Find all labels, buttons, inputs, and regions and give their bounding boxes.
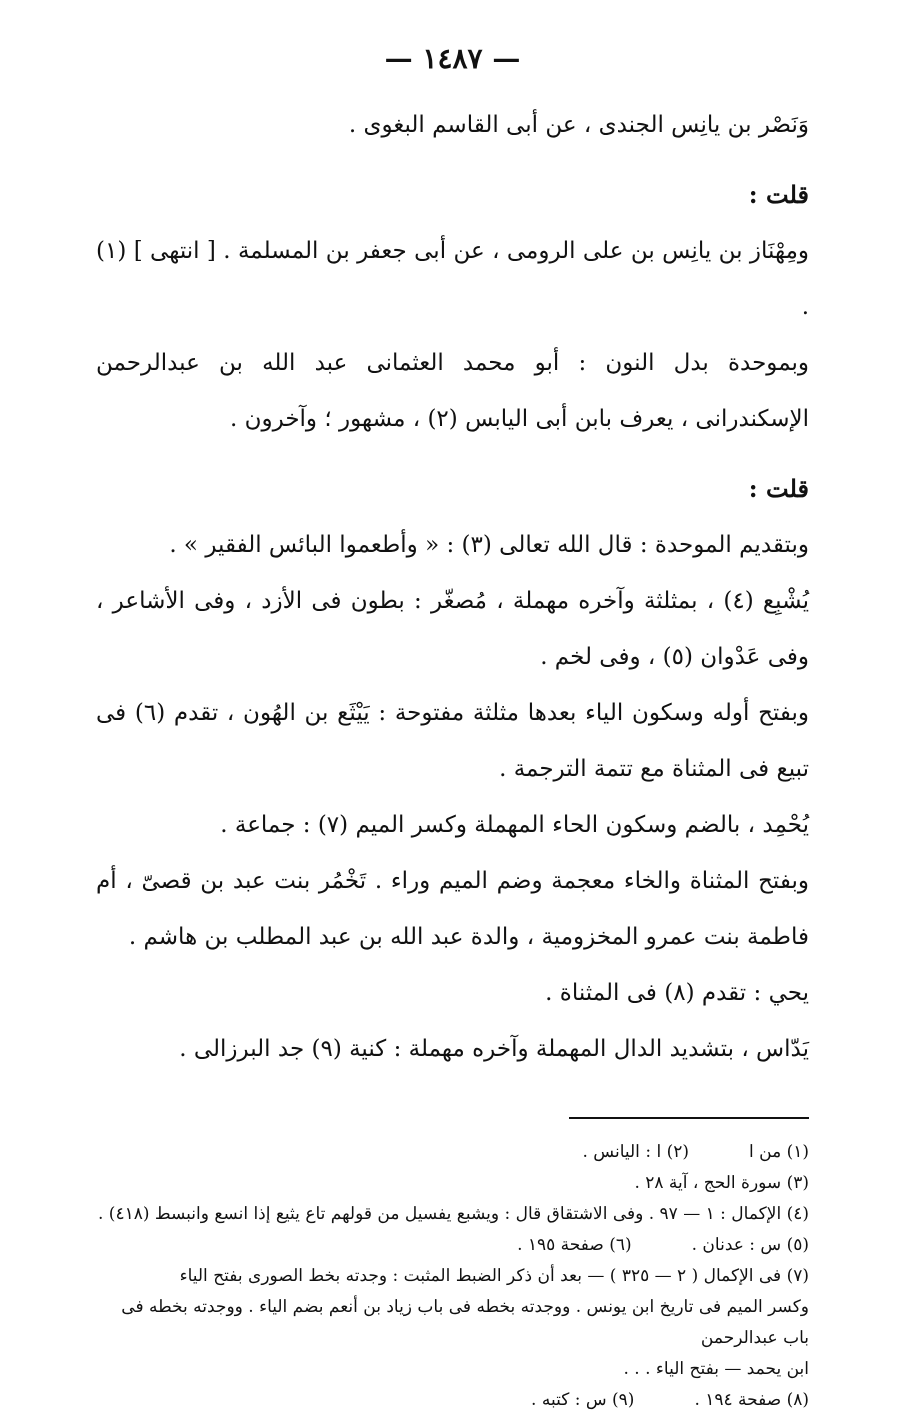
entry-yuthayyi: يُشْبِع (٤) ، بمثلثة وآخره مهملة ، مُصغّر : بطون فى الأزد ، وفى الأشاعر ، وفى عَدْوان (٥) ، وفى لخم .	[96, 588, 810, 670]
footnote-row-5-6	[96, 1230, 809, 1261]
footnote-7-line-1: (٧) فى الإكمال ( ٢ — ٣٢٥ ) — بعد أن ذكر الضبط المثبت : وجدته بخط الصورى بفتح الياء	[179, 1266, 809, 1286]
entry-ibn-abi-al-yabis: وبموحدة بدل النون : أبو محمد العثمانى عبد الله بن عبدالرحمن الإسكندرانى ، يعرف بابن أبى اليابس (٢) ، مشهور ؛ وآخرون .	[96, 350, 809, 432]
footnote-row-8-9	[96, 1385, 809, 1416]
entry-yuhmid: يُحْمِد ، بالضم وسكون الحاء المهملة وكسر الميم (٧) : جماعة .	[220, 812, 809, 838]
footnote-4: (٤) الإكمال : ١ — ٩٧ . وفى الاشتقاق قال : ويشبع يفسيل من قولهم تاع يثيع إذا انسع وانبسط (٤١٨) .	[97, 1204, 809, 1224]
footnotes	[96, 1137, 809, 1416]
footnote-6: (٦) صفحة ١٩٥ .	[517, 1235, 632, 1255]
heading-qultu: قلت :	[748, 180, 809, 209]
footnote-7-line-2: وكسر الميم فى تاريخ ابن يونس . ووجدته بخطه فى باب زياد بن أنعم بضم الياء . ووجدته بخطه فى باب عبدالرحمن	[121, 1297, 809, 1348]
entry-mihnaz: ومِهْنَاز بن يانِس بن على الرومى ، عن أبى جعفر بن المسلمة . [ انتهى ] (١) .	[96, 238, 809, 320]
footnote-3: (٣) سورة الحج ، آية ٢٨ .	[634, 1173, 809, 1193]
spacer	[96, 153, 809, 167]
footnote-row-1-2	[96, 1137, 809, 1168]
entry-yaddas: يَدّاس ، بتشديد الدال المهملة وآخره مهملة : كنية (٩) جد البرزالى .	[179, 1036, 809, 1062]
footnote-1: (١) من ا	[749, 1142, 809, 1162]
footnote-5: (٥) س : عدنان .	[691, 1235, 809, 1255]
footnote-9: (٩) س : كتبه .	[531, 1390, 635, 1410]
entry-takhmur: وبفتح المثناة والخاء معجمة وضم الميم وراء . تَخْمُر بنت عبد بن قصىّ ، أم فاطمة بنت عمرو المخزومية ، والدة عبد الله بن عبد المطلب بن هاشم .	[96, 868, 809, 950]
heading-qultu-2: قلت :	[748, 474, 809, 503]
page-number: — ١٤٨٧ —	[384, 42, 521, 75]
footnote-7-line-3: ابن يحمد — بفتح الياء . . .	[623, 1359, 809, 1379]
entry-yahya: يحي : تقدم (٨) فى المثناة .	[545, 980, 809, 1006]
footnote-2: (٢) ا : اليانس .	[582, 1142, 689, 1162]
entry-nasr-bin-yanis: وَنَصْر بن يانِس الجندى ، عن أبى القاسم البغوى .	[348, 112, 809, 138]
footnote-separator	[569, 1117, 809, 1119]
entry-yaytha: وبفتح أوله وسكون الياء بعدها مثلثة مفتوحة : يَيْثَع بن الهُون ، تقدم (٦) فى تبيع فى المثناة مع تتمة الترجمة .	[96, 700, 809, 782]
footnote-8: (٨) صفحة ١٩٤ .	[694, 1390, 809, 1410]
spacer	[96, 447, 809, 461]
entry-al-bais: وبتقديم الموحدة : قال الله تعالى (٣) : « وأطعموا البائس الفقير » .	[169, 532, 809, 558]
